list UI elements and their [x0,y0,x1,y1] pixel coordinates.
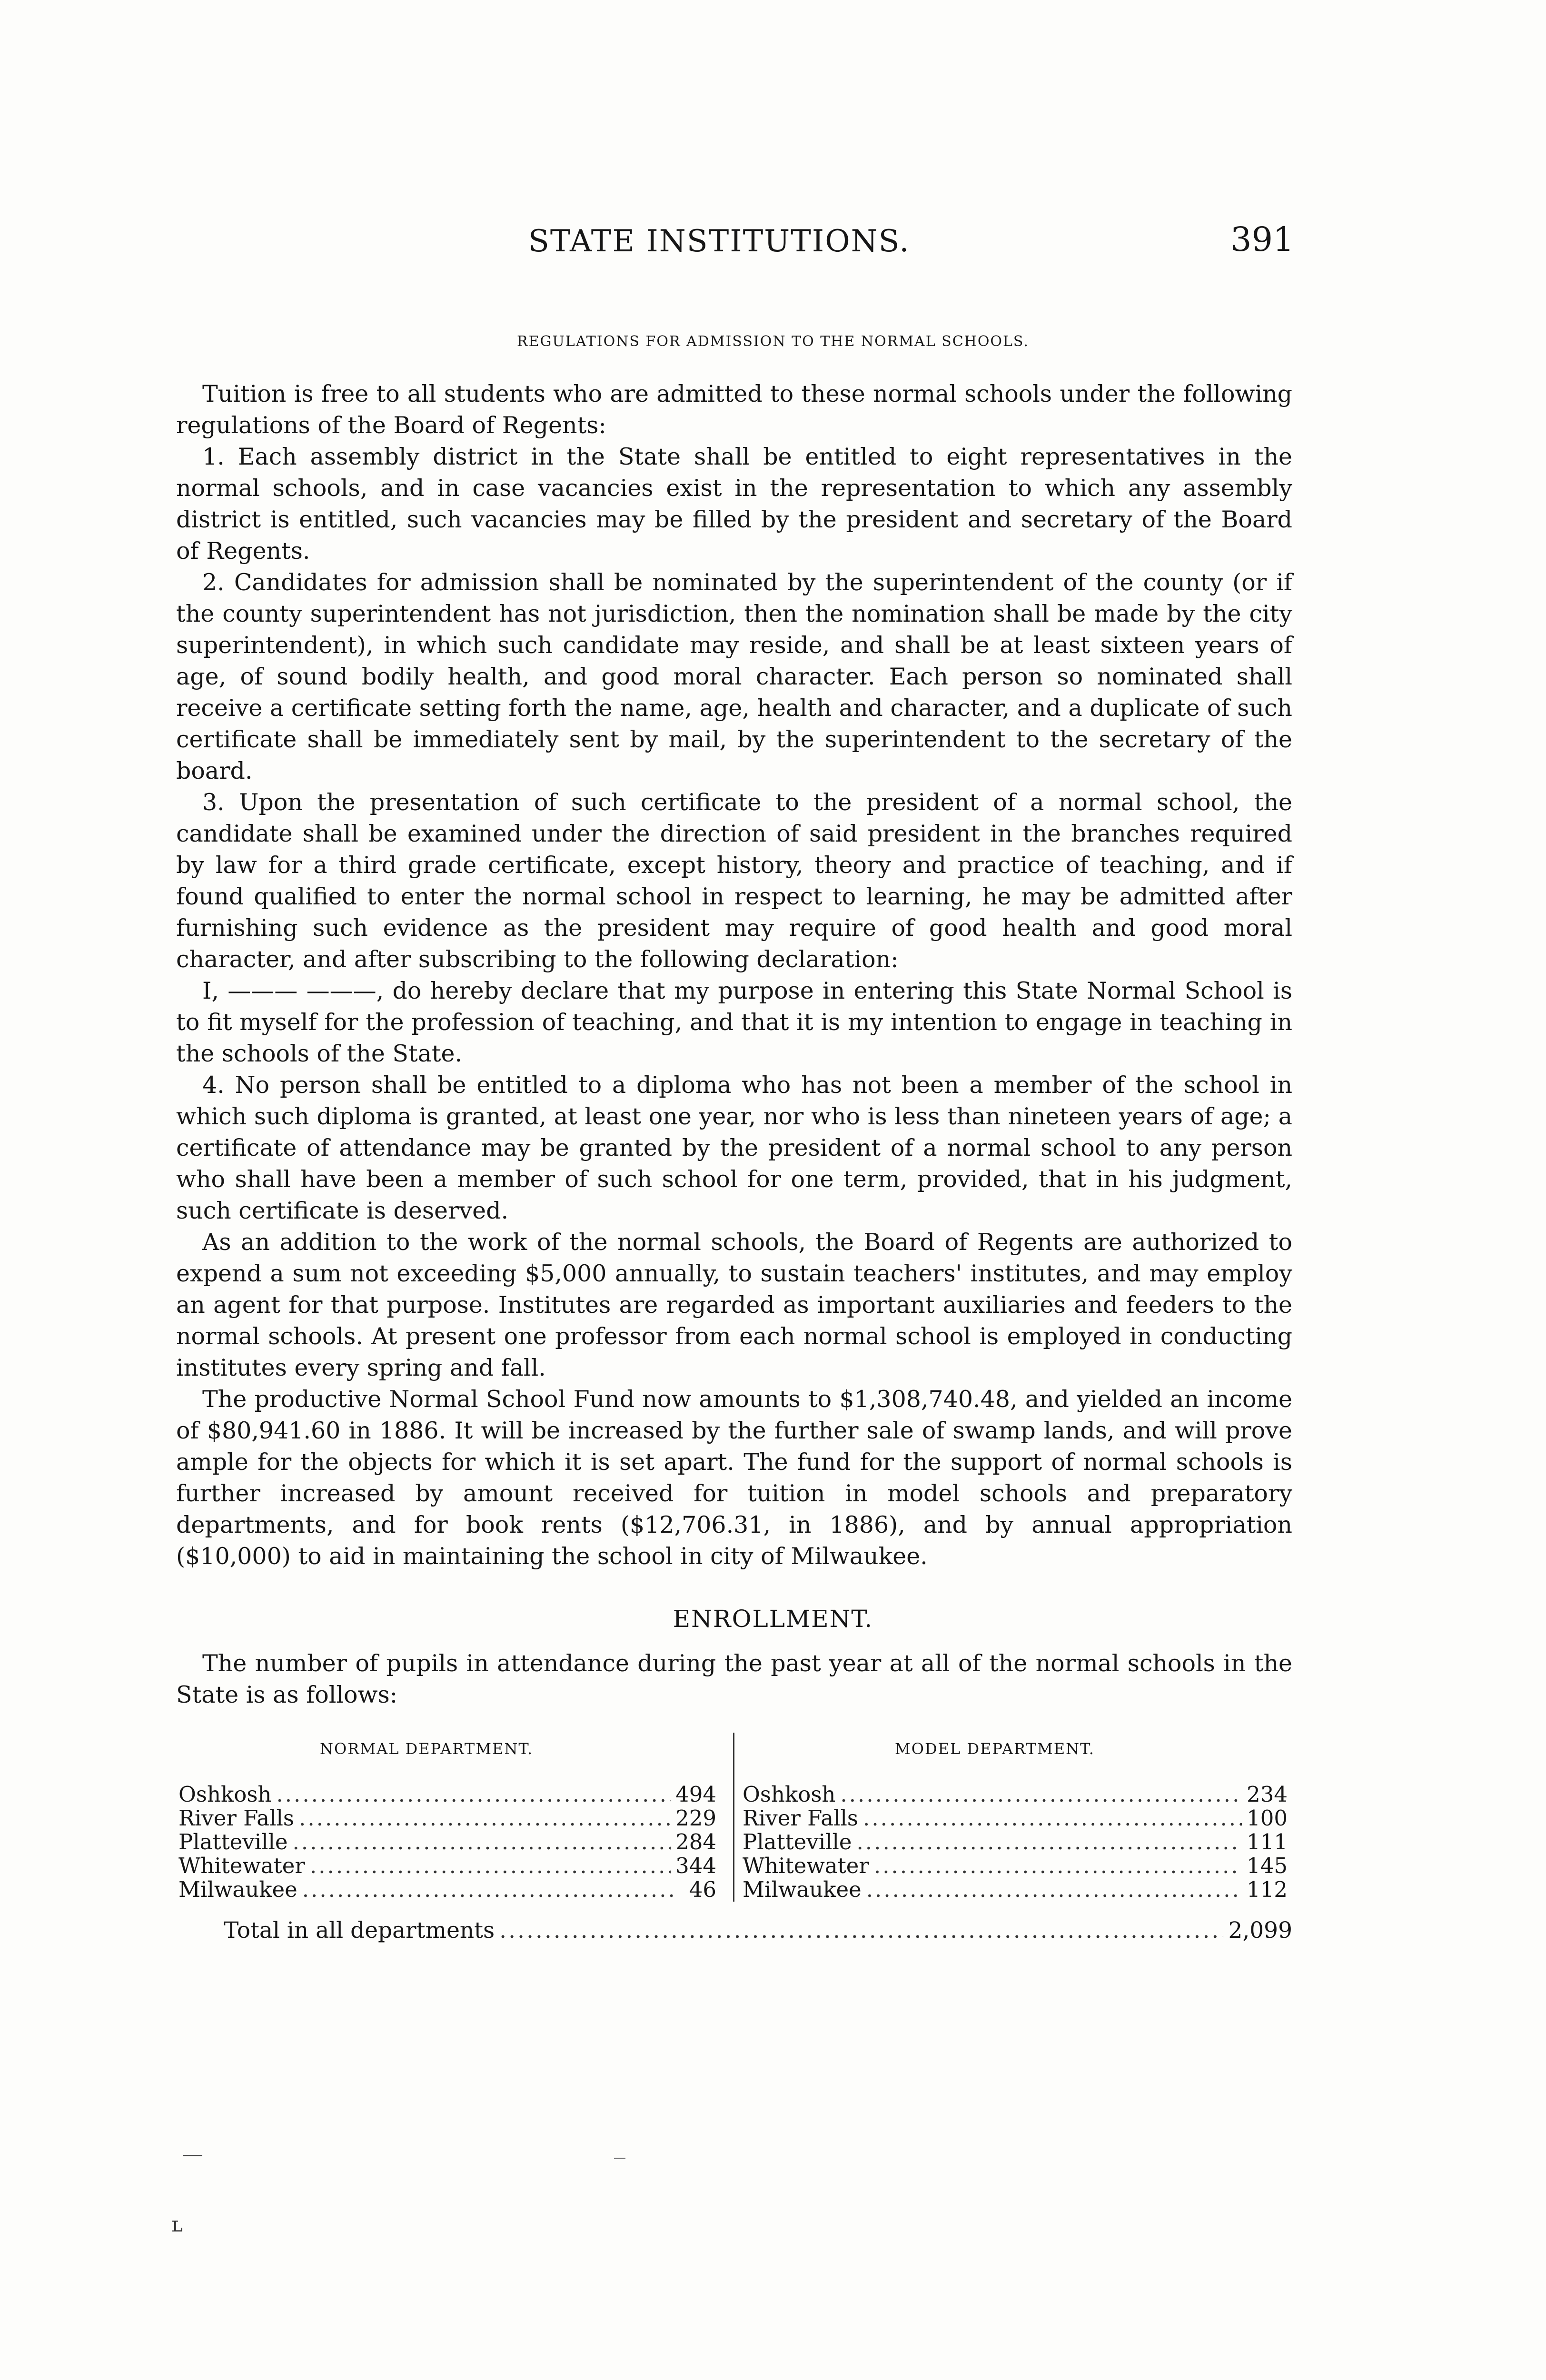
margin-mark [183,2155,202,2156]
total-row [224,1917,1292,1944]
pupil-count: 284 [675,1829,716,1854]
total-label: Total in all departments [224,1917,495,1944]
school-name: Platteville [743,1829,852,1854]
enrollment-intro [176,1648,1292,1711]
school-name: River Falls [743,1805,859,1831]
enrollment-heading: ENROLLMENT. [673,1605,873,1633]
corner-mark: ʟ [171,2212,183,2237]
dot-leader [840,1783,1242,1806]
pupil-count: 46 [689,1877,716,1902]
paragraph-institutes: As an addition to the work of the normal schools, the Board of Regents are authorized to expend a sum not exceeding $5,000 annually, to sustain teachers' institutes, and may employ an agent for that purpose. Institutes are regarded as important auxiliaries and feeders to the normal schools. At present one professor from each normal school is employed in conducting institutes every spring and fall. [176,1229,1292,1381]
school-name: Whitewater [743,1853,869,1878]
dot-leader [857,1830,1242,1854]
pupil-count: 100 [1247,1805,1288,1831]
regulations-heading: REGULATIONS FOR ADMISSION TO THE NORMAL SCHOOLS. [517,333,1029,350]
total-value: 2,099 [1228,1917,1292,1944]
normal-department-heading: NORMAL DEPARTMENT. [320,1740,534,1758]
table-row [178,1830,716,1854]
pupil-count: 234 [1247,1782,1288,1807]
paragraph-rule-3: 3. Upon the presentation of such certificate to the president of a normal school, the candidate shall be examined under the direction of said president in the branches required by law for a third grade certificate, except history, theory and practice of teaching, and if found qualified to enter the normal school in respect to learning, he may be admitted after furnishing such evidence as the president may require of good health and good moral character, and after subscribing to the following declaration: [176,789,1292,973]
pupil-count: 145 [1247,1853,1288,1878]
pupil-count: 494 [675,1782,716,1807]
table-row [178,1878,716,1902]
regulations-body [176,378,1292,1572]
pupil-count: 112 [1247,1877,1288,1902]
paragraph-declaration: I, ——— ———, do hereby declare that my purpose in entering this State Normal School is to fit myself for the profession of teaching, and that it is my intention to engage in teaching in the schools of the State. [176,977,1292,1067]
dot-leader [874,1854,1242,1878]
school-name: Oshkosh [178,1782,272,1807]
running-head-title: STATE INSTITUTIONS. [528,224,910,259]
dot-leader [310,1854,671,1878]
paragraph-school-fund: The productive Normal School Fund now amounts to $1,308,740.48, and yielded an income of $80,941.60 in 1886. It will be increased by the further sale of swamp lands, and will prove ample for the objects for which it is set apart. The fund for the support of normal schools is further increased by amount received for tuition in model schools and preparatory departments, and for book rents ($12,706.31, in 1886), and by annual appropriation ($10,000) to aid in maintaining the school in city of Milwaukee. [176,1386,1292,1570]
dot-leader [293,1830,671,1854]
school-name: Platteville [178,1829,288,1854]
enrollment-total [224,1917,1292,1944]
dot-leader [866,1878,1242,1902]
model-department-heading: MODEL DEPARTMENT. [895,1740,1095,1758]
school-name: Milwaukee [178,1877,297,1902]
table-row [743,1878,1288,1902]
column-divider [733,1733,734,1902]
table-row [743,1806,1288,1830]
table-row [178,1783,716,1806]
table-row [178,1806,716,1830]
margin-mark [614,2158,625,2159]
dot-leader [863,1806,1242,1830]
dot-leader [302,1878,678,1902]
normal-department-table [178,1783,716,1902]
page-number: 391 [1230,220,1294,259]
pupil-count: 344 [675,1853,716,1878]
model-department-table [743,1783,1288,1902]
school-name: Oshkosh [743,1782,836,1807]
table-row [743,1830,1288,1854]
dot-leader [276,1783,671,1806]
school-name: River Falls [178,1805,295,1831]
table-row [178,1854,716,1878]
school-name: Milwaukee [743,1877,862,1902]
table-row [743,1783,1288,1806]
school-name: Whitewater [178,1853,305,1878]
paragraph-rule-2: 2. Candidates for admission shall be nominated by the superintendent of the county (or if the county superintendent has not jurisdiction, then the nomination shall be made by the city superintendent), in which such candidate may reside, and shall be at least sixteen years of age, of sound bodily health, and good moral character. Each person so nominated shall receive a certificate setting forth the name, age, health and character, and a duplicate of such certificate shall be immediately sent by mail, by the superintendent to the secretary of the board. [176,569,1292,784]
pupil-count: 229 [675,1805,716,1831]
dot-leader [499,1917,1223,1944]
paragraph-rule-4: 4. No person shall be entitled to a diploma who has not been a member of the school in which such diploma is granted, at least one year, nor who is less than nineteen years of age; a certificate of attendance may be granted by the president of a normal school to any person who shall have been a member of such school for one term, provided, that in his judgment, such certificate is deserved. [176,1071,1292,1224]
paragraph-tuition: Tuition is free to all students who are admitted to these normal schools under the following regulations of the Board of Regents: [176,380,1292,439]
table-row [743,1854,1288,1878]
pupil-count: 111 [1247,1829,1288,1854]
enrollment-intro-text: The number of pupils in attendance during the past year at all of the normal schools in the State is as follows: [176,1650,1292,1708]
paragraph-rule-1: 1. Each assembly district in the State shall be entitled to eight representatives in the normal schools, and in case vacancies exist in the representation to which any assembly district is entitled, such vacancies may be filled by the president and secretary of the Board of Regents. [176,443,1292,565]
dot-leader [299,1806,671,1830]
